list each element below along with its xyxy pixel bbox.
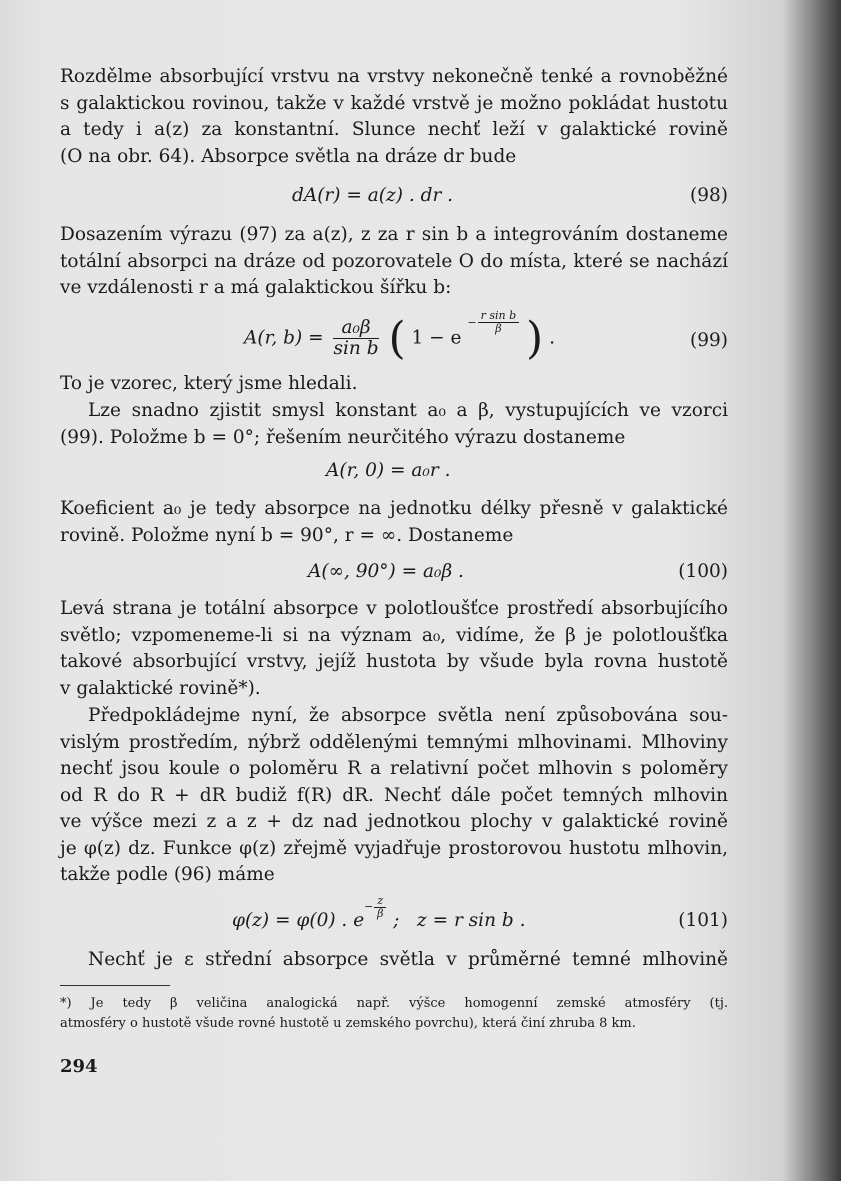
text-line: (99). Položme b = 0°; řešením neurčitého výrazu dostaneme: [60, 426, 626, 448]
equation-99: [60, 305, 728, 369]
text-line: To je vzorec, který jsme hledali.: [60, 373, 358, 394]
paragraph-1: [60, 64, 728, 170]
equation-number: (98): [690, 185, 728, 206]
equation-101: [60, 893, 728, 944]
text-line: a tedy i a(z) za konstantní. Slunce nechť leží v galaktické rovině: [60, 119, 728, 140]
equation-expression: A(∞, 90°) = a₀β .: [308, 561, 464, 582]
paragraph-7: [60, 703, 728, 889]
eq-fraction: [333, 318, 378, 359]
eq-lhs: A(r, b) =: [244, 327, 324, 349]
equation-expression: A(r, 0) = a₀r .: [326, 460, 451, 481]
paragraph-8: [60, 947, 728, 974]
paragraph-4: [60, 398, 728, 451]
eq-rhs: ; z = r sin b .: [393, 910, 526, 931]
text-line: ve vzdálenosti r a má galaktickou šířku b:: [60, 277, 452, 298]
paragraph-3: [60, 371, 728, 398]
fraction-numerator: a₀β: [333, 318, 378, 339]
eq-exponent: − r sin b β: [467, 316, 520, 329]
exponent-denominator: β: [377, 906, 384, 920]
exponent-denominator: β: [495, 322, 502, 335]
text-line: Rozdělme absorbující vrstvu na vrstvy nekonečně tenké a rovnoběžné: [60, 66, 728, 87]
footnote-line: *) Je tedy β veličina analogická např. výšce homogenní zemské atmosféry (tj.: [60, 996, 728, 1011]
equation-number: (101): [678, 910, 728, 931]
fraction-denominator: sin b: [333, 338, 379, 359]
text-line: rovině. Položme nyní b = 90°, r = ∞. Dostaneme: [60, 524, 514, 546]
paragraph-6: [60, 596, 728, 702]
equation-expression: dA(r) = a(z) . dr .: [292, 185, 454, 206]
equation-expression: [244, 309, 555, 364]
exponent-numerator: z: [374, 895, 386, 908]
equation-number: (100): [678, 561, 728, 582]
text-line: světlo; vzpomeneme-li si na význam a₀, vidíme, že β je polotloušťka: [60, 624, 728, 646]
eq-exponent: − z β: [364, 900, 387, 913]
eq-body: 1 − e: [411, 327, 462, 349]
equation-number: (99): [690, 330, 728, 351]
paragraph-2: [60, 222, 728, 302]
text-line: Lze snadno zjistit smysl konstant a₀ a β, vystupujících ve vzorci: [88, 400, 728, 421]
text-line: totální absorpci na dráze od pozorovatele O do místa, které se nachází: [60, 250, 728, 272]
text-line: takže podle (96) máme: [60, 864, 275, 885]
equation-100: [60, 561, 728, 591]
text-line: Nechť je ε střední absorpce světla v průměrné temné mlhovině: [88, 949, 728, 970]
page-number: 294: [60, 1056, 98, 1077]
text-line: takové absorbující vrstvy, jejíž hustota by všude byla rovna hustotě: [60, 651, 728, 672]
text-line: Levá strana je totální absorpce v polotloušťce prostředí absorbujícího: [60, 598, 728, 619]
text-line: vislým prostředím, nýbrž oddělenými temnými mlhovinami. Mlhoviny: [60, 731, 728, 753]
equation-98: [60, 185, 728, 215]
eq-tail: .: [549, 327, 555, 349]
text-line: Předpokládejme nyní, že absorpce světla není způsobována sou-: [88, 705, 728, 726]
footnote-rule: [60, 985, 170, 986]
paren-close: ): [526, 313, 544, 364]
footnote: [60, 994, 728, 1034]
equation-a-r-0: [60, 460, 728, 490]
eq-lhs: φ(z) = φ(0) . e: [232, 910, 365, 931]
text-line: od R do R + dR budiž f(R) dR. Nechť dále počet temných mlhovin: [60, 784, 728, 806]
paragraph-5: [60, 496, 728, 549]
text-line: je φ(z) dz. Funkce φ(z) zřejmě vyjadřuje prostorovou hustotu mlhovin,: [60, 837, 728, 859]
paren-open: (: [388, 313, 406, 364]
text-line: ve výšce mezi z a z + dz nad jednotkou plochy v galaktické rovině: [60, 811, 728, 832]
text-line: s galaktickou rovinou, takže v každé vrstvě je možno pokládat hustotu: [60, 92, 728, 114]
text-line: Dosazením výrazu (97) za a(z), z za r sin b a integrováním dostaneme: [60, 224, 728, 245]
text-line: nechť jsou koule o poloměru R a relativní počet mlhovin s poloměry: [60, 758, 728, 779]
text-line: Koeficient a₀ je tedy absorpce na jednotku délky přesně v galaktické: [60, 498, 728, 519]
footnote-line: atmosféry o hustotě všude rovné hustotě u zemského povrchu), která činí zhruba 8 km.: [60, 1016, 636, 1031]
text-line: (O na obr. 64). Absorpce světla na dráze dr bude: [60, 145, 517, 167]
text-line: v galaktické rovině*).: [60, 677, 261, 699]
exponent-numerator: r sin b: [478, 310, 520, 323]
